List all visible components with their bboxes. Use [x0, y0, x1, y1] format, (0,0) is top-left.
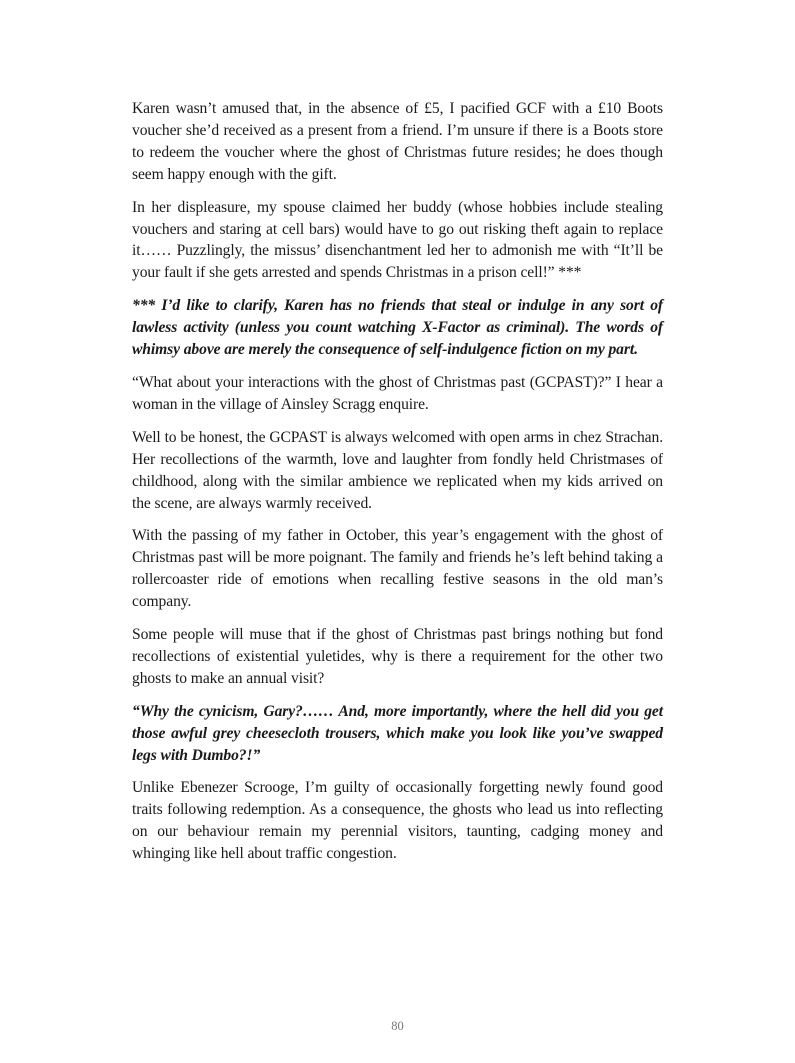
paragraph-gcpast-welcome: Well to be honest, the GCPAST is always welcomed with open arms in chez Strachan. Her recollections of the warmth, love and laughter from fondly held Christmases of childhood, along with the similar ambience we replicated when my kids arrived on the scene, are always warmly received. — [132, 428, 663, 512]
page-body — [132, 98, 663, 876]
page-number: 80 — [391, 1019, 404, 1033]
paragraph-displeasure: In her displeasure, my spouse claimed her buddy (whose hobbies include stealing vouchers and staring at cell bars) would have to go out risking theft again to replace it…… Puzzlingly, the missus’ disenchantment led her to admonish me with “It’ll be your fault if she gets arrested and spends Christmas in a prison cell!” *** — [132, 198, 663, 282]
paragraph-voucher: Karen wasn’t amused that, in the absence of £5, I pacified GCF with a £10 Boots voucher she’d received as a present from a friend. I’m unsure if there is a Boots store to redeem the voucher where the ghost of Christmas future resides; he does though seem happy enough with the gift. — [132, 100, 663, 183]
paragraph-cynicism-quote: “Why the cynicism, Gary?…… And, more importantly, where the hell did you get those awful grey cheesecloth trousers, which make you look like you’ve swapped legs with Dumbo?!” — [132, 702, 663, 764]
paragraph-scrooge: Unlike Ebenezer Scrooge, I’m guilty of occasionally forgetting newly found good traits following redemption. As a consequence, the ghosts who lead us into reflecting on our behaviour remain my perennial visitors, taunting, cadging money and whinging like hell about traffic congestion. — [132, 779, 663, 863]
paragraph-clarification-note: *** I’d like to clarify, Karen has no friends that steal or indulge in any sort of lawless activity (unless you count watching X-Factor as criminal). The words of whimsy above are merely the consequence of self-indulgence fiction on my part. — [132, 297, 663, 359]
paragraph-father: With the passing of my father in October, this year’s engagement with the ghost of Christmas past will be more poignant. The family and friends he’s left behind taking a rollercoaster ride of emotions when recalling festive seasons in the old man’s company. — [132, 527, 663, 611]
paragraph-muse: Some people will muse that if the ghost of Christmas past brings nothing but fond recollections of existential yuletides, why is there a requirement for the other two ghosts to make an annual visit? — [132, 626, 663, 687]
paragraph-gcpast-question: “What about your interactions with the ghost of Christmas past (GCPAST)?” I hear a woman in the village of Ainsley Scragg enquire. — [132, 373, 663, 413]
